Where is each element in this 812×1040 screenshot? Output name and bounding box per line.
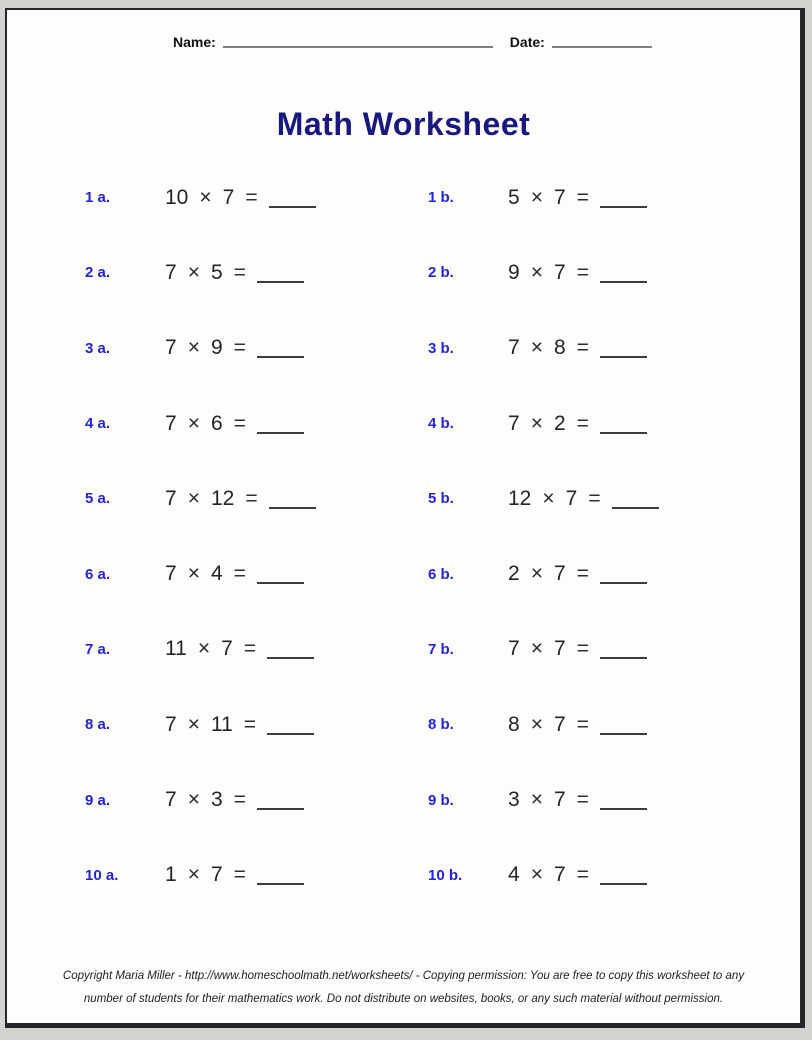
factor-2: 7 [553, 712, 566, 736]
equals-sign: = [576, 260, 589, 284]
multiply-icon: × [530, 788, 543, 812]
equals-sign: = [233, 336, 246, 360]
problem-number: 8 b. [428, 716, 454, 734]
problems-grid [85, 160, 771, 913]
equals-sign: = [588, 486, 601, 510]
date-label: Date: [509, 34, 545, 50]
answer-blank[interactable] [600, 733, 647, 735]
problem-number: 10 b. [428, 866, 463, 884]
factor-2: 5 [210, 260, 223, 284]
problem-number: 3 b. [428, 339, 454, 357]
factor-1: 7 [165, 411, 177, 435]
problem-number: 9 b. [428, 791, 454, 809]
problem-cell [428, 762, 771, 837]
equals-sign: = [243, 637, 257, 661]
problem-number: 7 b. [428, 640, 454, 658]
factor-2: 7 [222, 185, 235, 209]
problem-cell [85, 386, 428, 461]
equals-sign: = [576, 336, 589, 360]
problem-number: 10 a. [85, 866, 119, 884]
equals-sign: = [576, 863, 589, 887]
factor-1: 7 [165, 486, 177, 510]
multiply-icon: × [530, 185, 543, 209]
answer-blank[interactable] [600, 582, 647, 584]
answer-blank[interactable] [600, 281, 647, 283]
problem-cell [85, 612, 428, 687]
factor-1: 3 [508, 788, 520, 812]
multiply-icon: × [197, 637, 211, 661]
factor-2: 7 [553, 788, 566, 812]
factor-2: 3 [210, 788, 223, 812]
problem-number: 6 b. [428, 565, 454, 583]
factor-2: 7 [565, 486, 578, 510]
problem-cell [85, 762, 428, 837]
factor-1: 7 [508, 336, 520, 360]
multiply-icon: × [199, 185, 212, 209]
factor-2: 12 [210, 486, 235, 510]
answer-blank[interactable] [257, 281, 304, 283]
problem-number: 5 b. [428, 490, 454, 508]
equals-sign: = [245, 185, 258, 209]
multiply-icon: × [530, 411, 543, 435]
factor-2: 2 [553, 411, 566, 435]
factor-2: 4 [210, 562, 223, 586]
problem-cell [428, 536, 771, 611]
answer-blank[interactable] [267, 657, 314, 659]
factor-1: 11 [165, 637, 187, 661]
problem-cell [428, 687, 771, 762]
problem-number: 2 b. [428, 264, 454, 282]
answer-blank[interactable] [600, 432, 647, 434]
multiply-icon: × [187, 788, 200, 812]
equals-sign: = [233, 788, 246, 812]
answer-blank[interactable] [257, 808, 304, 810]
problem-cell [85, 838, 428, 913]
copyright-line-2: number of students for their mathematics work. Do not distribute on websites, books, or any such material without permission. [83, 992, 724, 1005]
problem-cell [428, 612, 771, 687]
problem-cell [85, 461, 428, 536]
problem-cell [428, 160, 771, 235]
problem-cell [428, 386, 771, 461]
multiply-icon: × [542, 486, 555, 510]
factor-2: 7 [553, 185, 566, 209]
problem-number: 5 a. [85, 490, 111, 508]
answer-blank[interactable] [269, 507, 316, 509]
multiply-icon: × [187, 260, 200, 284]
factor-1: 10 [165, 185, 189, 209]
factor-2: 9 [210, 336, 223, 360]
multiply-icon: × [530, 863, 543, 887]
problem-number: 3 a. [85, 339, 111, 357]
copyright-footer [7, 965, 800, 1010]
problem-number: 4 a. [85, 415, 111, 433]
problem-number: 9 a. [85, 791, 111, 809]
problem-cell [85, 235, 428, 310]
equals-sign: = [233, 562, 246, 586]
factor-2: 7 [553, 637, 566, 661]
equals-sign: = [576, 185, 589, 209]
name-label: Name: [173, 34, 216, 50]
problem-cell [428, 311, 771, 386]
factor-2: 7 [553, 562, 566, 586]
multiply-icon: × [530, 637, 543, 661]
answer-blank[interactable] [600, 808, 647, 810]
problem-number: 8 a. [85, 716, 111, 734]
factor-1: 9 [508, 260, 520, 284]
factor-1: 2 [508, 562, 520, 586]
equals-sign: = [576, 712, 589, 736]
multiply-icon: × [530, 260, 543, 284]
multiply-icon: × [187, 712, 200, 736]
problem-cell [85, 160, 428, 235]
multiply-icon: × [187, 411, 200, 435]
copyright-line-1: Copyright Maria Miller - http://www.homeschoolmath.net/worksheets/ - Copying permission: You are free to copy this worksheet to any [62, 970, 745, 983]
date-line[interactable] [552, 46, 652, 48]
problem-number: 1 b. [428, 189, 454, 207]
problem-number: 2 a. [85, 264, 111, 282]
problem-number: 6 a. [85, 565, 111, 583]
problem-cell [428, 235, 771, 310]
equals-sign: = [243, 712, 257, 736]
problem-number: 7 a. [85, 640, 111, 658]
equals-sign: = [576, 788, 589, 812]
answer-blank[interactable] [257, 432, 304, 434]
factor-2: 6 [210, 411, 223, 435]
factor-1: 1 [165, 863, 177, 887]
problem-cell [85, 311, 428, 386]
problem-cell [428, 461, 771, 536]
problem-cell [85, 536, 428, 611]
factor-1: 4 [508, 863, 520, 887]
answer-blank[interactable] [267, 733, 314, 735]
multiply-icon: × [187, 336, 200, 360]
multiply-icon: × [187, 486, 200, 510]
multiply-icon: × [530, 562, 543, 586]
factor-1: 7 [165, 336, 177, 360]
factor-2: 8 [553, 336, 566, 360]
equals-sign: = [233, 260, 246, 284]
factor-2: 11 [210, 712, 233, 736]
equals-sign: = [576, 637, 589, 661]
factor-1: 7 [508, 637, 520, 661]
problem-cell [428, 838, 771, 913]
multiply-icon: × [187, 863, 200, 887]
answer-blank[interactable] [269, 206, 316, 208]
factor-1: 8 [508, 712, 520, 736]
multiply-icon: × [530, 336, 543, 360]
equals-sign: = [233, 411, 246, 435]
answer-blank[interactable] [600, 206, 647, 208]
answer-blank[interactable] [257, 883, 304, 885]
paper-sheet [5, 8, 805, 1028]
header [173, 34, 652, 50]
multiply-icon: × [187, 562, 200, 586]
equals-sign: = [233, 863, 246, 887]
factor-1: 7 [165, 712, 177, 736]
factor-2: 7 [553, 863, 566, 887]
factor-2: 7 [553, 260, 566, 284]
factor-1: 7 [165, 260, 177, 284]
answer-blank[interactable] [600, 657, 647, 659]
answer-blank[interactable] [600, 883, 647, 885]
problem-number: 4 b. [428, 415, 454, 433]
equals-sign: = [245, 486, 258, 510]
answer-blank[interactable] [612, 507, 659, 509]
problem-cell [85, 687, 428, 762]
name-line[interactable] [223, 46, 493, 48]
factor-1: 7 [508, 411, 520, 435]
answer-blank[interactable] [600, 356, 647, 358]
answer-blank[interactable] [257, 582, 304, 584]
problem-number: 1 a. [85, 189, 111, 207]
factor-1: 12 [508, 486, 532, 510]
factor-1: 5 [508, 185, 520, 209]
equals-sign: = [576, 562, 589, 586]
equals-sign: = [576, 411, 589, 435]
multiply-icon: × [530, 712, 543, 736]
page-title: Math Worksheet [276, 106, 531, 142]
answer-blank[interactable] [257, 356, 304, 358]
factor-1: 7 [165, 562, 177, 586]
factor-2: 7 [221, 637, 233, 661]
factor-1: 7 [165, 788, 177, 812]
factor-2: 7 [210, 863, 223, 887]
